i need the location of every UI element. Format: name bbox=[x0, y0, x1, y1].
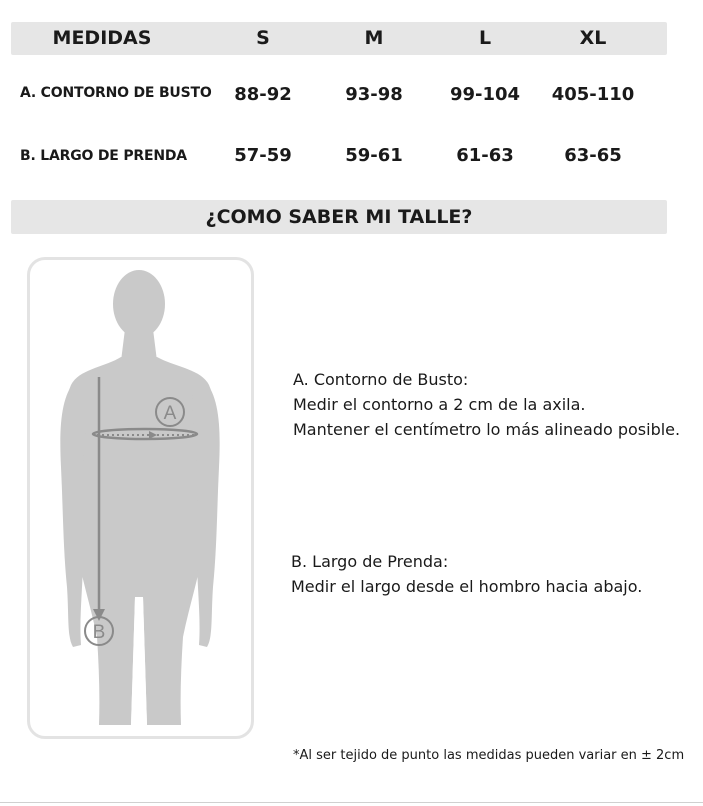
footnote: *Al ser tejido de punto las medidas pueden variar en ± 2cm bbox=[293, 748, 685, 763]
marker-b-label: B bbox=[92, 622, 106, 643]
cell-largo-l: 61-63 bbox=[456, 145, 514, 166]
marker-a-label: A bbox=[163, 403, 177, 424]
instruction-b-title: B. Largo de Prenda: bbox=[291, 552, 449, 571]
row-label-largo: B. LARGO DE PRENDA bbox=[20, 148, 187, 164]
cell-largo-m: 59-61 bbox=[345, 145, 403, 166]
instruction-a bbox=[293, 367, 680, 442]
silhouette-head bbox=[113, 270, 165, 338]
header-medidas: MEDIDAS bbox=[52, 27, 152, 49]
cell-largo-s: 57-59 bbox=[234, 145, 292, 166]
cell-largo-xl: 63-65 bbox=[564, 145, 622, 166]
header-size-s: S bbox=[256, 27, 270, 49]
header-size-xl: XL bbox=[579, 27, 607, 49]
instruction-b bbox=[291, 549, 642, 599]
header-size-m: M bbox=[364, 27, 384, 49]
header-size-l: L bbox=[478, 27, 492, 49]
instruction-a-title: A. Contorno de Busto: bbox=[293, 370, 469, 389]
silhouette-neck bbox=[121, 329, 157, 361]
cell-contorno-s: 88-92 bbox=[234, 84, 292, 105]
how-to-title: ¿COMO SABER MI TALLE? bbox=[205, 206, 473, 228]
instruction-b-line1: Medir el largo desde el hombro hacia abajo. bbox=[291, 577, 643, 596]
cell-contorno-m: 93-98 bbox=[345, 84, 403, 105]
body-silhouette-illustration bbox=[27, 257, 254, 739]
divider bbox=[0, 802, 703, 803]
instruction-a-line2: Mantener el centímetro lo más alineado posible. bbox=[293, 420, 681, 439]
row-label-contorno: A. CONTORNO DE BUSTO bbox=[20, 85, 212, 101]
cell-contorno-xl: 405-110 bbox=[551, 84, 635, 105]
instruction-a-line1: Medir el contorno a 2 cm de la axila. bbox=[293, 395, 586, 414]
cell-contorno-l: 99-104 bbox=[449, 84, 521, 105]
